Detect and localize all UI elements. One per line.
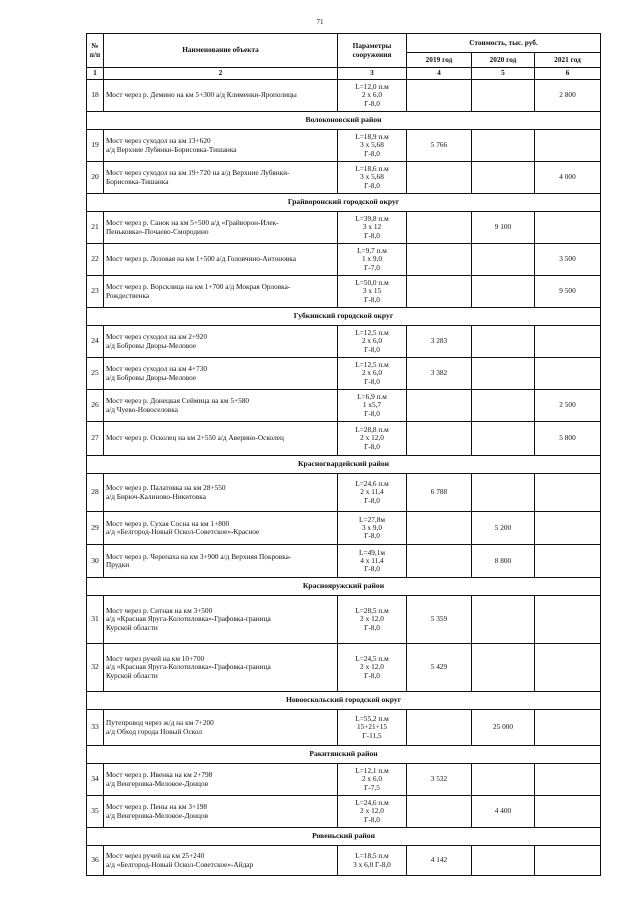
cost-2021: 4 000	[535, 162, 601, 194]
object-name-line: Путепровод через ж/д на км 7+200	[106, 718, 214, 728]
table-row	[87, 390, 601, 422]
param-line: Г-8,0	[364, 670, 380, 680]
param-line: Г-8,0	[364, 230, 380, 240]
header-params: Параметры сооружения	[338, 34, 407, 68]
column-index-row	[87, 68, 601, 80]
param-line: 1 х5,7	[362, 400, 382, 410]
param-line: L=12,1 п.м	[355, 766, 389, 776]
object-name-line: Мост через р. Санок на км 5+500 а/д «Грайворон-Илек-	[106, 218, 279, 228]
object-name	[104, 796, 338, 828]
cost-2019: 4 142	[407, 846, 472, 876]
object-params	[338, 276, 407, 308]
param-line: 2 х 6,0	[361, 90, 383, 100]
cost-2021	[535, 474, 601, 512]
param-line: Г-8,0	[364, 294, 380, 304]
object-name-line: Мост через р. Черепаха на км 3+900 а/д Верхняя Покровка-	[106, 551, 292, 561]
cost-2021: 3 500	[535, 244, 601, 276]
cost-2021	[535, 212, 601, 244]
header-num: № п/п	[87, 34, 104, 68]
object-params	[338, 130, 407, 162]
param-line: 3 х 12	[362, 222, 382, 232]
table-row	[87, 596, 601, 644]
cost-2021	[535, 545, 601, 578]
object-name-line: Мост через суходол на км 19+720 на а/д Верхние Лубянки-	[106, 168, 290, 178]
cost-2021	[535, 644, 601, 692]
object-name	[104, 644, 338, 692]
object-params	[338, 644, 407, 692]
param-line: Г-7,5	[364, 782, 380, 792]
param-line: Г-8,0	[364, 408, 380, 418]
cost-2019	[407, 244, 472, 276]
object-name-line: Пеньковка»-Почаево-Смородино	[106, 226, 209, 236]
index-cell: 3	[338, 68, 407, 80]
cost-2019: 3 382	[407, 358, 472, 390]
param-line: 15+21+15	[356, 722, 388, 732]
header-cost: Стоимость, тыс. руб.	[407, 34, 601, 53]
row-number: 34	[87, 764, 104, 796]
object-name-line: Мост через р. Ивенка на км 2+798	[106, 770, 213, 780]
object-name-line: Рождественка	[106, 290, 150, 300]
row-number: 27	[87, 422, 104, 456]
cost-2019: 5 359	[407, 596, 472, 644]
cost-2020	[472, 390, 535, 422]
object-params	[338, 710, 407, 746]
row-number: 26	[87, 390, 104, 422]
param-line: Г-8,0	[364, 622, 380, 632]
param-line: 2 х 6,0	[361, 368, 383, 378]
param-line: L=27,8м	[359, 514, 385, 524]
cost-2020	[472, 358, 535, 390]
object-name	[104, 545, 338, 578]
param-line: L=50,0 п.м	[355, 278, 389, 288]
object-params	[338, 212, 407, 244]
cost-2019	[407, 422, 472, 456]
param-line: Г-8,0	[364, 441, 380, 451]
object-name	[104, 512, 338, 545]
param-line: L=18,9 п.м	[355, 132, 389, 142]
section-title: Грайворонский городской округ	[87, 194, 601, 212]
cost-2021	[535, 596, 601, 644]
object-name-line: Мост через р. Осколец на км 2+550 а/д Аверино-Осколец	[106, 433, 284, 443]
cost-2020	[472, 244, 535, 276]
object-name-line: Мост через р. Ситная на км 3+500	[106, 606, 213, 616]
object-params	[338, 764, 407, 796]
cost-2020	[472, 162, 535, 194]
param-line: L=24,5 п.м	[355, 654, 389, 664]
section-row	[87, 456, 601, 474]
row-number: 19	[87, 130, 104, 162]
cost-2020: 5 200	[472, 512, 535, 545]
row-number: 25	[87, 358, 104, 390]
header-name: Наименование объекта	[104, 34, 338, 68]
param-line: L=12,5 п.м	[355, 360, 389, 370]
cost-2020	[472, 596, 535, 644]
section-title: Ровеньский район	[87, 828, 601, 846]
cost-2020	[472, 846, 535, 876]
param-line: 3 х 15	[362, 286, 382, 296]
section-title: Губкинский городской округ	[87, 308, 601, 326]
param-line: L=28,5 п.м	[355, 606, 389, 616]
row-number: 24	[87, 326, 104, 358]
cost-2019	[407, 390, 472, 422]
cost-2021	[535, 512, 601, 545]
cost-2021: 2 800	[535, 80, 601, 112]
section-title: Красногвардейский район	[87, 456, 601, 474]
cost-2019: 3 532	[407, 764, 472, 796]
object-name-line: а/д Обход города Новый Оскол	[106, 726, 203, 736]
object-name-line: Мост через р. Сухая Сосна на км 1+800	[106, 518, 230, 528]
cost-2019	[407, 276, 472, 308]
object-name	[104, 244, 338, 276]
cost-2021	[535, 796, 601, 828]
param-line: Г-11,5	[362, 730, 382, 740]
object-name-line: Мост через р. Демино на км 5+300 а/д Клименки-Ярополицы	[106, 90, 297, 100]
cost-2021	[535, 846, 601, 876]
cost-2019	[407, 710, 472, 746]
object-params	[338, 80, 407, 112]
object-name	[104, 422, 338, 456]
section-row	[87, 308, 601, 326]
row-number: 23	[87, 276, 104, 308]
section-title: Ракитянский район	[87, 746, 601, 764]
object-name-line: а/д Венгеровка-Меловое-Донцов	[106, 810, 209, 820]
param-line: Г-8,0	[364, 344, 380, 354]
section-row	[87, 692, 601, 710]
cost-2019: 5 766	[407, 130, 472, 162]
cost-2019	[407, 545, 472, 578]
object-params	[338, 326, 407, 358]
table-row	[87, 545, 601, 578]
param-line: Г-8,0	[364, 180, 380, 190]
object-name-line: Курской области	[106, 670, 158, 680]
param-line: 3 х 5,68	[360, 140, 384, 150]
cost-2019	[407, 212, 472, 244]
table-row	[87, 244, 601, 276]
param-line: Г-7,0	[364, 262, 380, 272]
row-number: 18	[87, 80, 104, 112]
param-line: Г-8,0	[364, 98, 380, 108]
table-row	[87, 796, 601, 828]
object-name	[104, 596, 338, 644]
object-name	[104, 212, 338, 244]
param-line: L=24,6 п.м	[355, 798, 389, 808]
object-params	[338, 358, 407, 390]
table-body	[87, 80, 601, 876]
param-line: L=12,0 п.м	[355, 82, 389, 92]
table-row	[87, 212, 601, 244]
page-number: 71	[316, 18, 324, 26]
cost-2020	[472, 422, 535, 456]
object-name-line: а/д Бирюч-Калиново-Никитовка	[106, 491, 206, 501]
row-number: 30	[87, 545, 104, 578]
object-name-line: а/д «Красная Яруга-Колотиловка»-Графовка-граница	[106, 614, 271, 624]
object-name-line: а/д «Белгород-Новый Оскол-Советское»-Красное	[106, 527, 260, 536]
object-name-line: Мост через суходол на км 2+920	[106, 332, 207, 342]
object-name-line: Курской области	[106, 622, 158, 632]
header-year-2020: 2020 год	[472, 53, 535, 68]
param-line: L=6,9 п.м	[357, 392, 387, 402]
cost-2021: 5 800	[535, 422, 601, 456]
table-row	[87, 644, 601, 692]
param-line: Г-8,0	[364, 564, 380, 574]
cost-2021	[535, 764, 601, 796]
row-number: 28	[87, 474, 104, 512]
object-name	[104, 358, 338, 390]
object-name-line: а/д «Белгород-Новый Оскол-Советское»-Айдар	[106, 859, 254, 869]
param-line: L=55,2 п.м	[355, 714, 389, 724]
param-line: L=24,6 п.м	[355, 479, 389, 489]
table-header	[87, 34, 601, 80]
row-number: 35	[87, 796, 104, 828]
param-line: 1 х 9,0	[361, 254, 383, 264]
object-params	[338, 545, 407, 578]
cost-2020	[472, 276, 535, 308]
object-name-line: Мост через суходол на км 13+620	[106, 136, 211, 146]
section-row	[87, 828, 601, 846]
param-line: L=18,5 п.м	[355, 851, 389, 861]
header-year-2021: 2021 год	[535, 53, 601, 68]
cost-2020	[472, 474, 535, 512]
param-line: 2 х 11,4	[360, 487, 384, 497]
cost-2021	[535, 358, 601, 390]
param-line: L=39,8 п.м	[355, 214, 389, 224]
cost-2020	[472, 326, 535, 358]
section-row	[87, 578, 601, 596]
section-row	[87, 112, 601, 130]
section-title: Краснояружский район	[87, 578, 601, 596]
object-params	[338, 512, 407, 545]
cost-2019	[407, 162, 472, 194]
object-name-line: Мост через суходол на км 4+730	[106, 364, 207, 374]
table-row	[87, 422, 601, 456]
cost-2020	[472, 764, 535, 796]
object-name	[104, 80, 338, 112]
cost-2021: 9 500	[535, 276, 601, 308]
row-number: 36	[87, 846, 104, 876]
index-cell: 6	[535, 68, 601, 80]
table-row	[87, 326, 601, 358]
object-name	[104, 710, 338, 746]
object-name-line: Мост через р. Донецкая Сеймица на км 5+580	[106, 396, 250, 406]
cost-2021	[535, 326, 601, 358]
param-line: Г-8,0	[364, 531, 380, 541]
table-row	[87, 358, 601, 390]
param-line: 3 х 5,68	[360, 172, 384, 182]
object-name-line: Мост через р. Пены на км 3+198	[106, 802, 208, 812]
object-name-line: а/д Чуево-Новоселовка	[106, 404, 178, 414]
object-params	[338, 162, 407, 194]
cost-2019: 5 429	[407, 644, 472, 692]
cost-2019: 6 788	[407, 474, 472, 512]
object-params	[338, 474, 407, 512]
object-name-line: Мост через р. Лозовая на км 1+500 а/д Головчино-Антоновка	[106, 254, 296, 264]
object-name-line: а/д Бобровы Дворы-Меловое	[106, 372, 197, 382]
param-line: 2 х 6,0	[361, 336, 383, 346]
object-name	[104, 390, 338, 422]
param-line: 2 х 12,0	[360, 614, 384, 624]
object-name	[104, 846, 338, 876]
param-line: L=9,7 п.м	[357, 246, 387, 256]
param-line: 2 х 12,0	[360, 433, 384, 443]
table-row	[87, 710, 601, 746]
table-row	[87, 162, 601, 194]
object-name-line: Мост через р. Палатовка на км 28+550	[106, 483, 226, 493]
param-line: L=12,5 п.м	[355, 328, 389, 338]
object-name-line: а/д «Красная Яруга-Колотиловка»-Графовка-граница	[106, 662, 271, 672]
object-name-line: Прудки	[106, 560, 130, 569]
objects-table	[86, 33, 601, 876]
cost-2019	[407, 512, 472, 545]
cost-2021	[535, 130, 601, 162]
table-row	[87, 764, 601, 796]
table-row	[87, 512, 601, 545]
row-number: 32	[87, 644, 104, 692]
param-line: L=18,6 п.м	[355, 164, 389, 174]
cost-2020: 9 100	[472, 212, 535, 244]
param-line: 2 х 12,0	[360, 662, 384, 672]
object-params	[338, 846, 407, 876]
section-title: Волоконовский район	[87, 112, 601, 130]
cost-2021: 2 500	[535, 390, 601, 422]
row-number: 21	[87, 212, 104, 244]
object-params	[338, 796, 407, 828]
cost-2020	[472, 130, 535, 162]
table-row	[87, 846, 601, 876]
object-name	[104, 326, 338, 358]
cost-2021	[535, 710, 601, 746]
index-cell: 2	[104, 68, 338, 80]
table-row	[87, 130, 601, 162]
cost-2020: 4 400	[472, 796, 535, 828]
cost-2019	[407, 80, 472, 112]
param-line: Г-8,0	[364, 814, 380, 824]
object-name-line: а/д Бобровы Дворы-Меловое	[106, 340, 197, 350]
cost-2020: 8 800	[472, 545, 535, 578]
object-name	[104, 764, 338, 796]
cost-2019: 3 283	[407, 326, 472, 358]
object-name-line: Мост через ручей на км 25+240	[106, 851, 205, 861]
object-name	[104, 162, 338, 194]
object-name-line: Мост через ручей на км 10+700	[106, 654, 205, 664]
row-number: 33	[87, 710, 104, 746]
param-line: Г-8,0	[364, 495, 380, 505]
cost-2020	[472, 80, 535, 112]
param-line: 2 х 6,0	[361, 774, 383, 784]
section-row	[87, 194, 601, 212]
param-line: L=49,1м	[359, 547, 385, 557]
index-cell: 1	[87, 68, 104, 80]
row-number: 31	[87, 596, 104, 644]
table-row	[87, 276, 601, 308]
object-name-line: а/д Венгеровка-Меловое-Донцов	[106, 778, 209, 788]
cost-2020	[472, 644, 535, 692]
param-line: 2 х 12,0	[360, 806, 384, 816]
object-name	[104, 276, 338, 308]
cost-2019	[407, 796, 472, 828]
param-line: 3 х 6,0 Г-8,0	[353, 859, 391, 869]
row-number: 20	[87, 162, 104, 194]
object-name	[104, 130, 338, 162]
section-row	[87, 746, 601, 764]
object-params	[338, 244, 407, 276]
row-number: 22	[87, 244, 104, 276]
object-params	[338, 390, 407, 422]
table-row	[87, 474, 601, 512]
object-name-line: Борисовка-Тишанка	[106, 176, 169, 186]
object-name-line: а/д Верхние Лубянки-Борисовка-Тишанка	[106, 144, 237, 154]
cost-2020: 25 000	[472, 710, 535, 746]
object-name	[104, 474, 338, 512]
index-cell: 5	[472, 68, 535, 80]
section-title: Новооскольский городской округ	[87, 692, 601, 710]
param-line: Г-8,0	[364, 376, 380, 386]
param-line: 3 х 9,0	[361, 522, 383, 532]
object-params	[338, 422, 407, 456]
param-line: Г-8,0	[364, 148, 380, 158]
param-line: L=28,8 п.м	[355, 425, 389, 435]
index-cell: 4	[407, 68, 472, 80]
header-year-2019: 2019 год	[407, 53, 472, 68]
table-row	[87, 80, 601, 112]
row-number: 29	[87, 512, 104, 545]
object-params	[338, 596, 407, 644]
param-line: 4 х 11,4	[360, 555, 384, 565]
object-name-line: Мост через р. Ворсклица на км 1+700 а/д Мокрая Орловка-	[106, 282, 291, 292]
